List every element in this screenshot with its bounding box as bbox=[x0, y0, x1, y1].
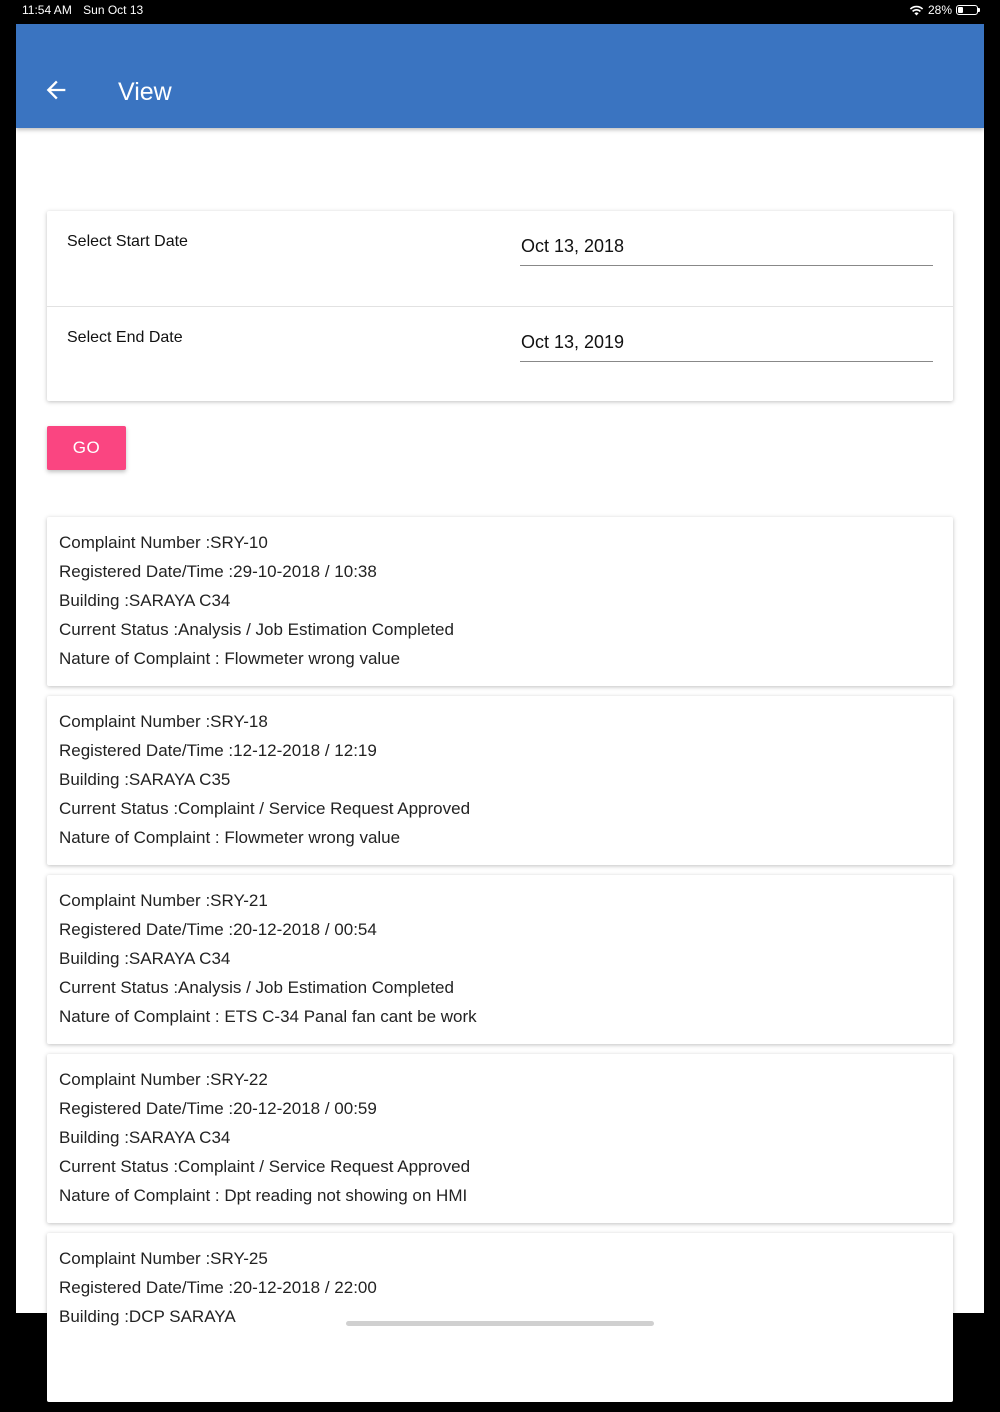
status-left bbox=[22, 3, 151, 17]
app-screen bbox=[16, 24, 984, 1326]
complaint-nature: Nature of Complaint : Flowmeter wrong value bbox=[59, 828, 401, 847]
complaint-card[interactable] bbox=[47, 696, 953, 865]
complaint-number: Complaint Number :SRY-21 bbox=[59, 891, 268, 910]
complaint-building: Building :SARAYA C35 bbox=[59, 770, 231, 789]
end-date-value: Oct 13, 2019 bbox=[521, 332, 625, 352]
complaint-registered: Registered Date/Time :29-10-2018 / 10:38 bbox=[59, 562, 377, 581]
wifi-icon bbox=[909, 5, 924, 16]
complaint-status: Current Status :Analysis / Job Estimation Completed bbox=[59, 620, 454, 639]
date-filter-card bbox=[47, 211, 953, 401]
complaint-status: Current Status :Complaint / Service Request Approved bbox=[59, 799, 471, 818]
status-bar bbox=[0, 0, 1000, 24]
complaint-building: Building :DCP SARAYA bbox=[59, 1307, 236, 1326]
battery-percent: 28% bbox=[927, 3, 952, 17]
start-date-value: Oct 13, 2018 bbox=[521, 236, 625, 256]
complaint-building: Building :SARAYA C34 bbox=[59, 949, 231, 968]
complaint-registered: Registered Date/Time :20-12-2018 / 00:54 bbox=[59, 920, 377, 939]
start-date-row bbox=[47, 211, 953, 307]
start-date-label: Select Start Date bbox=[67, 233, 188, 250]
complaint-registered: Registered Date/Time :20-12-2018 / 22:00 bbox=[59, 1278, 377, 1297]
complaint-registered: Registered Date/Time :12-12-2018 / 12:19 bbox=[59, 741, 377, 760]
home-indicator bbox=[346, 1321, 654, 1326]
complaint-card[interactable] bbox=[47, 1054, 953, 1223]
app-bar bbox=[16, 24, 984, 128]
complaint-nature: Nature of Complaint : Flowmeter wrong value bbox=[59, 649, 401, 668]
complaint-building: Building :SARAYA C34 bbox=[59, 1128, 231, 1147]
end-date-row bbox=[47, 307, 953, 402]
complaint-number: Complaint Number :SRY-10 bbox=[59, 533, 268, 552]
complaint-building: Building :SARAYA C34 bbox=[59, 591, 231, 610]
end-date-field[interactable] bbox=[520, 331, 933, 362]
complaint-card[interactable] bbox=[47, 875, 953, 1044]
complaint-status: Current Status :Complaint / Service Request Approved bbox=[59, 1157, 471, 1176]
complaint-registered: Registered Date/Time :20-12-2018 / 00:59 bbox=[59, 1099, 377, 1118]
start-date-field[interactable] bbox=[520, 235, 933, 266]
complaint-list bbox=[47, 517, 953, 1412]
status-date: Sun Oct 13 bbox=[83, 3, 144, 17]
page-title: View bbox=[118, 78, 172, 106]
complaint-number: Complaint Number :SRY-25 bbox=[59, 1249, 268, 1268]
complaint-number: Complaint Number :SRY-18 bbox=[59, 712, 268, 731]
battery-icon bbox=[956, 5, 978, 15]
complaint-status: Current Status :Analysis / Job Estimation Completed bbox=[59, 978, 454, 997]
status-right bbox=[909, 3, 978, 17]
complaint-card[interactable] bbox=[47, 517, 953, 686]
arrow-left-icon bbox=[42, 76, 70, 104]
go-button[interactable]: GO bbox=[47, 426, 126, 470]
complaint-card[interactable] bbox=[47, 1233, 953, 1402]
back-button[interactable] bbox=[42, 76, 70, 104]
end-date-label: Select End Date bbox=[67, 329, 183, 346]
complaint-nature: Nature of Complaint : ETS C-34 Panal fan cant be work bbox=[59, 1007, 477, 1026]
status-time: 11:54 AM bbox=[22, 3, 72, 17]
complaint-nature: Nature of Complaint : Dpt reading not showing on HMI bbox=[59, 1186, 468, 1205]
complaint-number: Complaint Number :SRY-22 bbox=[59, 1070, 268, 1089]
